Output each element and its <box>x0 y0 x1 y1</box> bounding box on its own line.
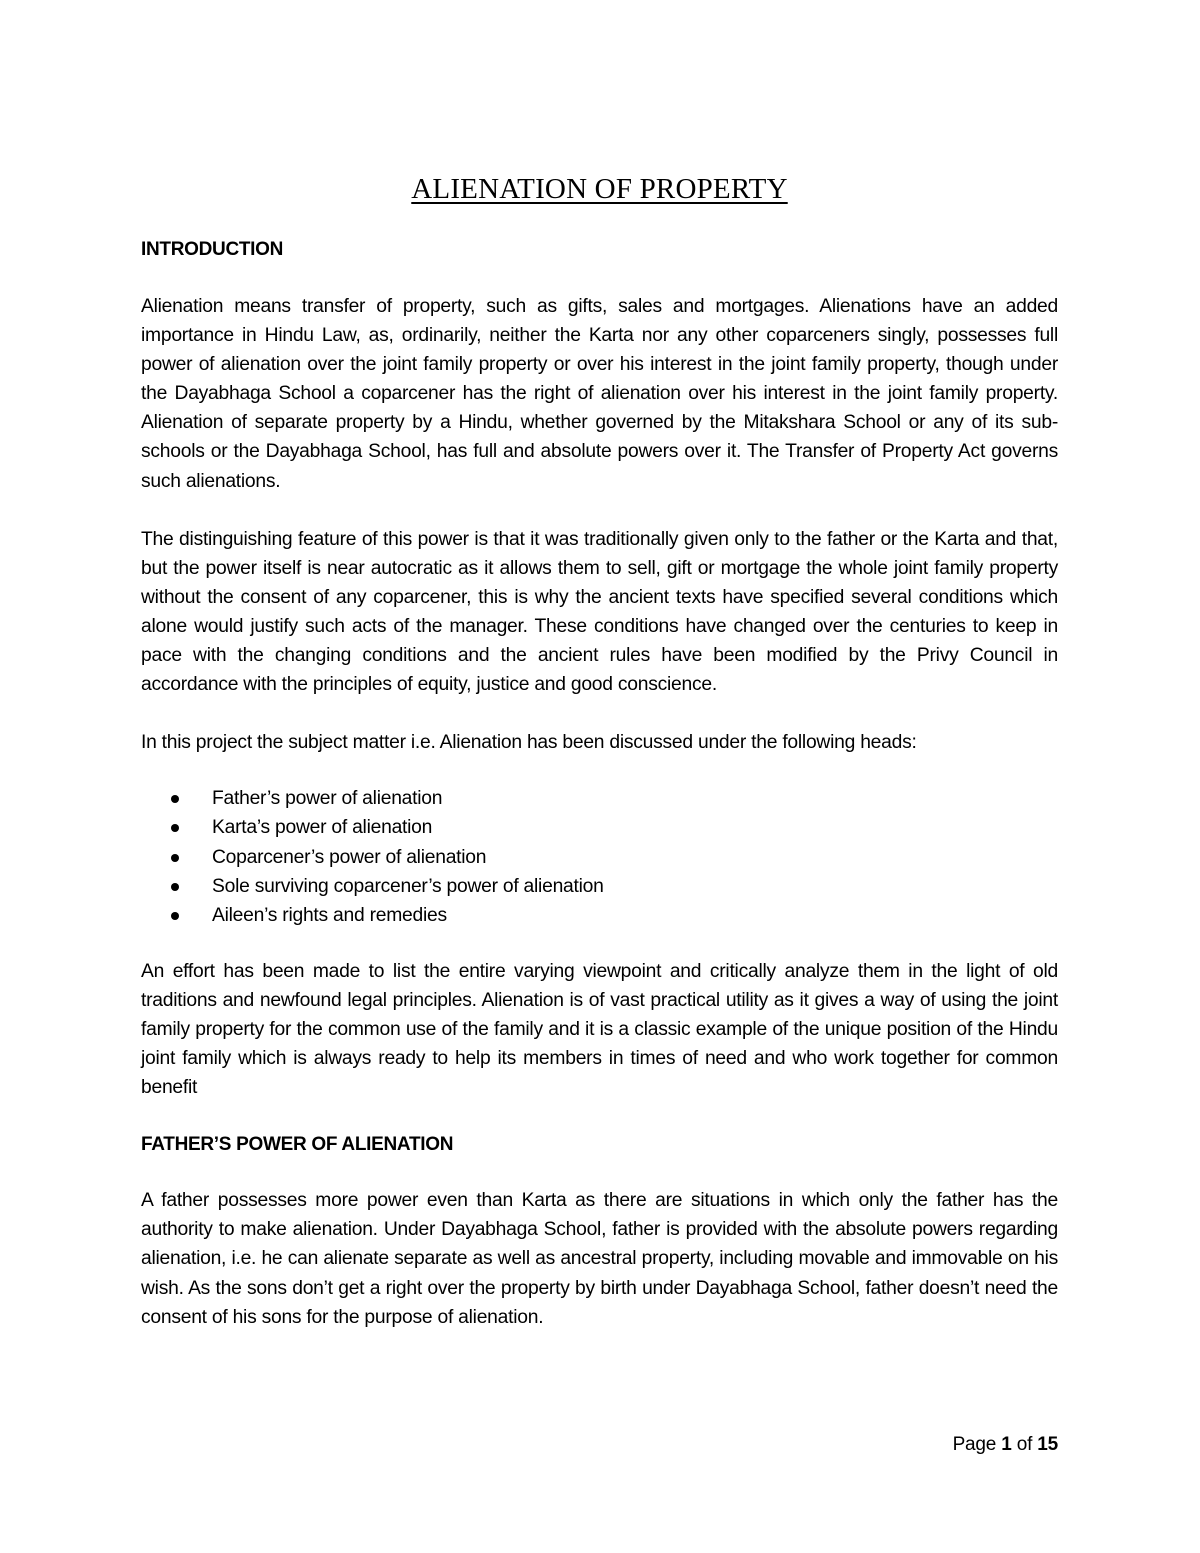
bullet-icon <box>171 883 179 891</box>
document-page <box>141 150 1058 1332</box>
list-item <box>171 813 1058 842</box>
page-number-footer <box>953 1430 1058 1459</box>
fathers-power-heading: FATHER’S POWER OF ALIENATION <box>141 1134 454 1156</box>
total-pages-number: 15 <box>1037 1434 1058 1455</box>
list-item-text: Father’s power of alienation <box>212 788 443 810</box>
bullet-icon <box>171 824 179 832</box>
list-item <box>171 784 1058 813</box>
bullet-icon <box>171 854 179 862</box>
introduction-paragraph-3: In this project the subject matter i.e. Alienation has been discussed under the following heads: <box>141 732 917 754</box>
list-item <box>171 872 1058 901</box>
heads-list <box>141 784 1058 929</box>
list-item-text: Coparcener’s power of alienation <box>212 846 487 868</box>
list-item-text: Aileen’s rights and remedies <box>212 904 447 926</box>
list-item <box>171 901 1058 930</box>
list-item-text: Sole surviving coparcener’s power of alienation <box>212 875 604 897</box>
document-title: ALIENATION OF PROPERTY <box>411 173 788 205</box>
of-label: of <box>1016 1434 1033 1455</box>
fathers-power-paragraph-1: A father possesses more power even than Karta as there are situations in which only the father has the authority to make alienation. Under Dayabhaga School, father is provided with the absolute powers regarding alienation, i.e. he can alienate separate as well as ancestral property, including movable and immovable on his wish. As the sons don’t get a right over the property by birth under Dayabhaga School, father doesn’t need the consent of his sons for the purpose of alienation. <box>141 1190 1058 1328</box>
list-item-text: Karta’s power of alienation <box>212 817 433 839</box>
current-page-number: 1 <box>1001 1434 1012 1455</box>
introduction-paragraph-2: The distinguishing feature of this power is that it was traditionally given only to the father or the Karta and that, but the power itself is near autocratic as it allows them to sell, gift or mortgage the whole joint family property without the consent of any coparcener, this is why the ancient texts have specified several conditions which alone would justify such acts of the manager. These conditions have changed over the centuries to keep in pace with the changing conditions and the ancient rules have been modified by the Privy Council in accordance with the principles of equity, justice and good conscience. <box>141 528 1058 696</box>
bullet-icon <box>171 912 179 920</box>
bullet-icon <box>171 795 179 803</box>
introduction-paragraph-4: An effort has been made to list the entire varying viewpoint and critically analyze them in the light of old traditions and newfound legal principles. Alienation is of vast practical utility as it gives a way of using the joint family property for the common use of the family and it is a classic example of the unique position of the Hindu joint family which is always ready to help its members in times of need and who work together for common benefit <box>141 960 1058 1099</box>
list-item <box>171 843 1058 872</box>
page-label: Page <box>952 1434 997 1455</box>
introduction-paragraph-1: Alienation means transfer of property, such as gifts, sales and mortgages. Alienations have an added importance in Hindu Law, as, ordinarily, neither the Karta nor any other coparceners singly, possesses full power of alienation over the joint family property or over his interest in the joint family property, though under the Dayabhaga School a coparcener has the right of alienation over his interest in the joint family property. Alienation of separate property by a Hindu, whether governed by the Mitakshara School or any of its sub-schools or the Dayabhaga School, has full and absolute powers over it. The Transfer of Property Act governs such alienations. <box>141 296 1058 492</box>
introduction-heading: INTRODUCTION <box>141 239 284 260</box>
